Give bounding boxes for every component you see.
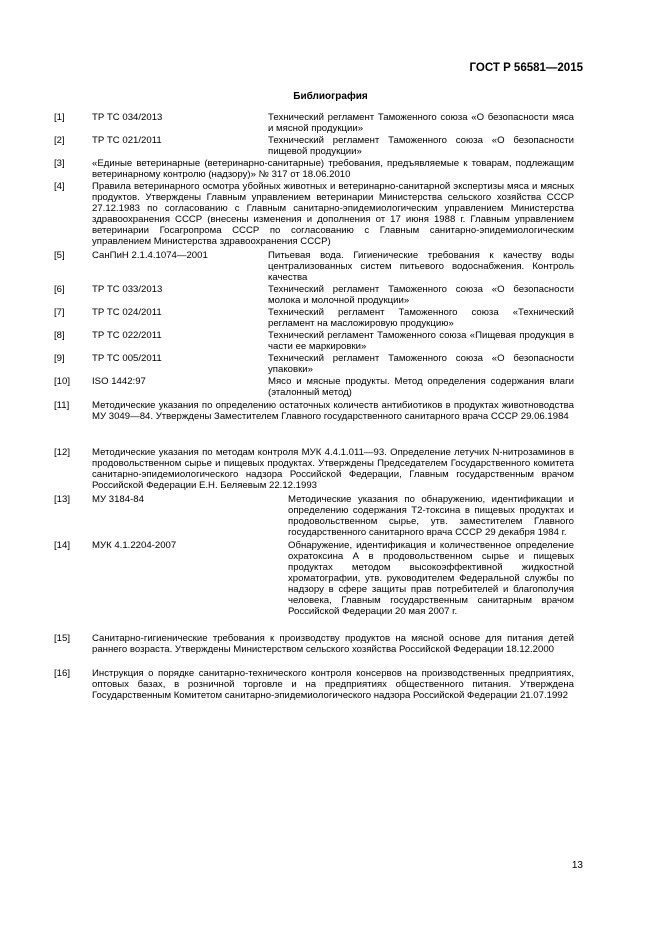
entry-number: [4] — [54, 181, 65, 192]
entry-text: «Единые ветеринарные (ветеринарно-санитарные) требования, предъявляемые к товарам, подлежащим ветеринарному контролю (надзору)» № 317 от 18.06.2010 — [92, 158, 574, 180]
entry-text: Методические указания по определению остаточных количеств антибиотиков в продуктах животноводства МУ 3049—84. Утверждены Заместителем Главного государственного санитарного врача СССР 29.06.1984 — [92, 400, 574, 422]
entry-code: ТР ТС 024/2011 — [92, 307, 162, 318]
entry-code: ТР ТС 033/2013 — [92, 284, 163, 295]
bibliography-title: Библиография — [293, 91, 368, 102]
entry-code: СанПиН 2.1.4.1074—2001 — [92, 250, 208, 261]
entry-number: [12] — [54, 447, 71, 458]
entry-number: [14] — [54, 540, 71, 551]
entry-text: Технический регламент Таможенного союза «О безопасности молока и молочной продукции» — [268, 284, 574, 306]
entry-number: [11] — [54, 400, 70, 411]
entry-text: Методические указания по обнаружению, идентификации и определению содержания Т2-токсина в пищевых продуктах и продовольственном сырье, утв. заместителем Главного государственного санитарного врача СССР 29 декабря 1984 г. — [288, 494, 574, 538]
entry-text: Мясо и мясные продукты. Метод определения содержания влаги (эталонный метод) — [268, 376, 574, 398]
entry-number: [7] — [54, 307, 65, 318]
entry-number: [16] — [54, 668, 71, 679]
entry-number: [3] — [54, 158, 65, 169]
entry-code: МУ 3184-84 — [92, 494, 144, 505]
entry-number: [15] — [54, 633, 71, 644]
entry-text: Инструкция о порядке санитарно-технического контроля консервов на производственных предприятиях, оптовых базах, в розничной торговле и на предприятиях общественного питания. Утверждена Государственным Комитетом санитарно-эпидемиологического надзора Российской Федерации 21.07.1992 — [92, 668, 574, 701]
page-number: 13 — [571, 860, 583, 871]
entry-text: Правила ветеринарного осмотра убойных животных и ветеринарно-санитарной экспертизы мяса и мясных продуктов. Утверждены Главным управлением ветеринарии Министерства сельского хозяйства СССР 27.12.1983 по согласованию с Главным санитарно-эпидемиологическим управлением Министерства здравоохранения СССР (внесены изменения и дополнения от 17 июня 1988 г. Главным управлением ветеринарии Госагропрома СССР по согласованию с Главным санитарно-эпидемиологическим управлением Министерства здравоохранения СССР) — [92, 181, 574, 247]
entry-text: Технический регламент Таможенного союза «Пищевая продукция в части ее маркировки» — [268, 330, 574, 352]
entry-number: [13] — [54, 494, 71, 505]
entry-code: ТР ТС 034/2013 — [92, 112, 163, 123]
entry-text: Обнаружение, идентификация и количественное определение охратоксина А в продовольственном сырье и пищевых продуктах методом высокоэффективной жидкостной хроматографии, утв. руководителем Федеральной службы по надзору в сфере защиты прав потребителей и благополучия человека, Главным государственным санитарным врачом Российской Федерации 20 мая 2007 г. — [288, 540, 574, 617]
entry-code: ТР ТС 022/2011 — [92, 330, 162, 341]
document-id: ГОСТ Р 56581—2015 — [469, 62, 583, 74]
entry-text: Методические указания по методам контроля МУК 4.4.1.011—93. Определение летучих N-нитрозаминов в продовольственном сырье и пищевых продуктах. Утверждены Председателем Государственного комитета санитарно-эпидемиологического надзора Российской Федерации, Главным государственным врачом Российской Федерации Е.Н. Беляевым 22.12.1993 — [92, 447, 574, 491]
entry-number: [5] — [54, 250, 65, 261]
entry-code: ТР ТС 021/2011 — [92, 135, 162, 146]
entry-text: Технический регламент Таможенного союза «О безопасности пищевой продукции» — [268, 135, 574, 157]
entry-number: [1] — [54, 112, 65, 123]
entry-text: Санитарно-гигиенические требования к производству продуктов на мясной основе для питания детей раннего возраста. Утверждены Министерством сельского хозяйства Российской Федерации 18.12.2000 — [92, 633, 574, 655]
entry-number: [9] — [54, 353, 65, 364]
entry-number: [10] — [54, 376, 71, 387]
entry-code: МУК 4.1.2204-2007 — [92, 540, 177, 551]
entry-text: Технический регламент Таможенного союза «О безопасности мяса и мясной продукции» — [268, 112, 574, 134]
entry-number: [2] — [54, 135, 65, 146]
entry-number: [6] — [54, 284, 65, 295]
entry-text: Технический регламент Таможенного союза «Технический регламент на масложировую продукцию» — [268, 307, 574, 329]
entry-text: Технический регламент Таможенного союза «О безопасности упаковки» — [268, 353, 574, 375]
entry-code: ISO 1442:97 — [92, 376, 146, 387]
entry-code: ТР ТС 005/2011 — [92, 353, 162, 364]
entry-number: [8] — [54, 330, 65, 341]
entry-text: Питьевая вода. Гигиенические требования к качеству воды централизованных систем питьевого водоснабжения. Контроль качества — [268, 250, 574, 283]
